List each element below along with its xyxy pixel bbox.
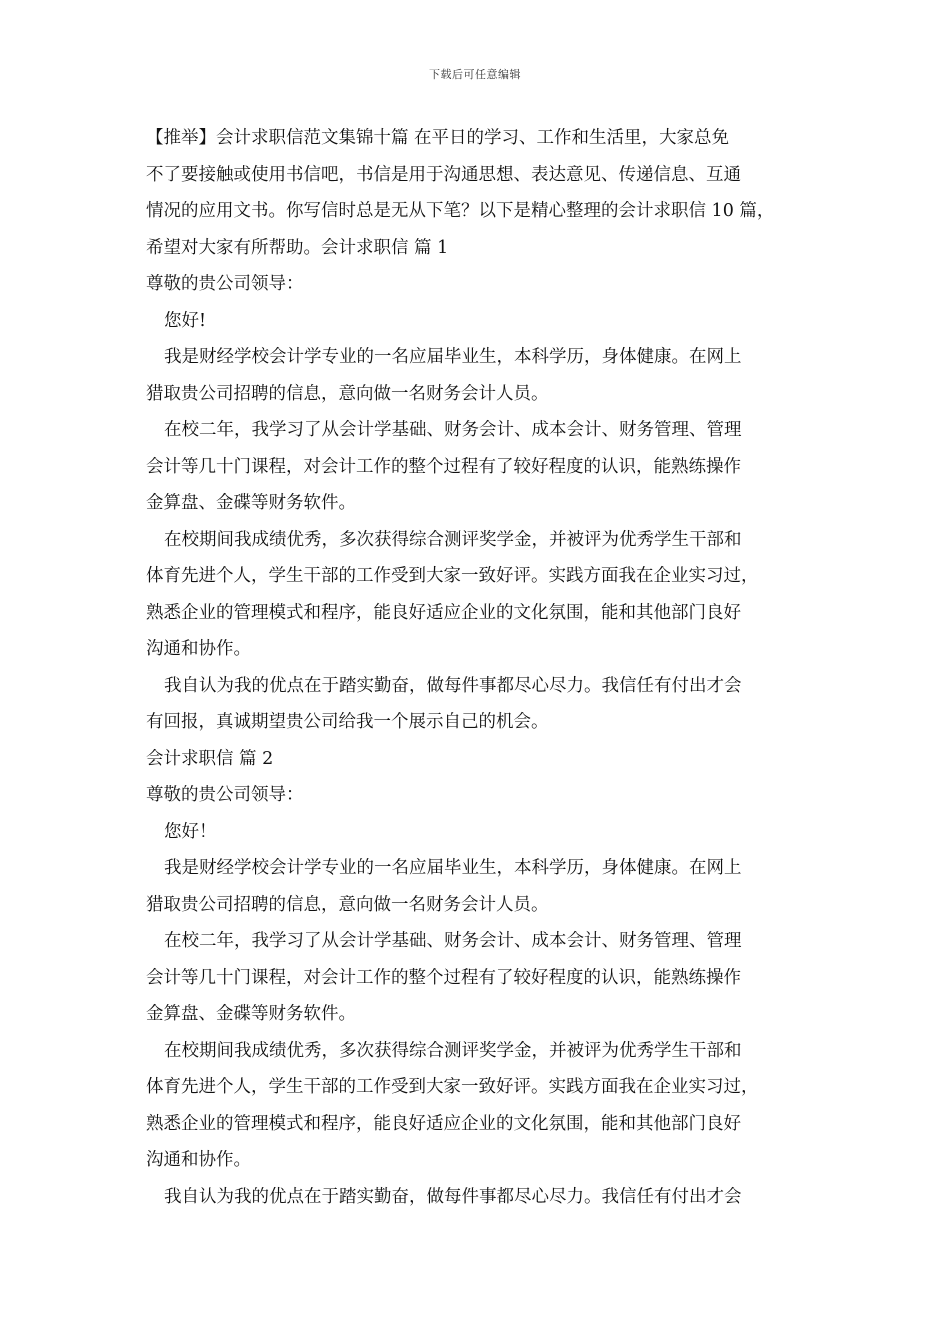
- letter1-paragraph-line: 在校二年，我学习了从会计学基础、财务会计、成本会计、财务管理、管理: [164, 420, 742, 440]
- letter2-paragraph-line: 体育先进个人，学生干部的工作受到大家一致好评。实践方面我在企业实习过，: [146, 1077, 759, 1097]
- letter2-title: 会计求职信 篇 2: [146, 748, 274, 769]
- letter2-paragraph-line: 猎取贵公司招聘的信息，意向做一名财务会计人员。: [146, 894, 549, 915]
- letter2-paragraph-line: 在校期间我成绩优秀，多次获得综合测评奖学金，并被评为优秀学生干部和: [164, 1040, 742, 1061]
- header-note: 下载后可任意编辑: [429, 68, 521, 81]
- letter1-paragraph-line: 我自认为我的优点在于踏实勤奋，做每件事都尽心尽力。我信任有付出才会: [164, 675, 742, 696]
- letter2-paragraph-line: 熟悉企业的管理模式和程序，能良好适应企业的文化氛围，能和其他部门良好: [146, 1113, 741, 1134]
- intro-line: 希望对大家有所帮助。会计求职信 篇 1: [146, 237, 449, 258]
- letter1-paragraph-line: 沟通和协作。: [146, 639, 251, 659]
- letter2-salutation: 尊敬的贵公司领导：: [146, 785, 304, 805]
- letter2-paragraph-line: 我是财经学校会计学专业的一名应届毕业生，本科学历，身体健康。在网上: [164, 858, 742, 878]
- letter1-greeting: 您好!: [164, 310, 207, 331]
- letter1-salutation: 尊敬的贵公司领导：: [146, 274, 304, 294]
- letter1-paragraph-line: 体育先进个人，学生干部的工作受到大家一致好评。实践方面我在企业实习过，: [146, 566, 759, 586]
- intro-line: 不了要接触或使用书信吧，书信是用于沟通思想、表达意见、传递信息、互通: [146, 164, 741, 185]
- letter2-paragraph-line: 沟通和协作。: [146, 1150, 251, 1170]
- letter1-paragraph-line: 金算盘、金碟等财务软件。: [146, 493, 356, 513]
- letter2-greeting: 您好！: [164, 821, 217, 842]
- letter2-paragraph-line: 金算盘、金碟等财务软件。: [146, 1004, 356, 1024]
- letter1-paragraph-line: 在校期间我成绩优秀，多次获得综合测评奖学金，并被评为优秀学生干部和: [164, 529, 742, 550]
- letter1-paragraph-line: 熟悉企业的管理模式和程序，能良好适应企业的文化氛围，能和其他部门良好: [146, 602, 741, 623]
- letter1-paragraph-line: 会计等几十门课程，对会计工作的整个过程有了较好程度的认识，能熟练操作: [146, 456, 741, 477]
- letter2-paragraph-line: 我自认为我的优点在于踏实勤奋，做每件事都尽心尽力。我信任有付出才会: [164, 1186, 742, 1207]
- letter1-paragraph-line: 有回报，真诚期望贵公司给我一个展示自己的机会。: [146, 712, 549, 732]
- intro-line: 【推举】会计求职信范文集锦十篇 在平日的学习、工作和生活里，大家总免: [146, 128, 730, 148]
- letter2-paragraph-line: 会计等几十门课程，对会计工作的整个过程有了较好程度的认识，能熟练操作: [146, 967, 741, 988]
- letter1-paragraph-line: 我是财经学校会计学专业的一名应届毕业生，本科学历，身体健康。在网上: [164, 347, 742, 367]
- document-body: [146, 120, 810, 1215]
- letter1-paragraph-line: 猎取贵公司招聘的信息，意向做一名财务会计人员。: [146, 383, 549, 404]
- intro-line: 情况的应用文书。你写信时总是无从下笔？以下是精心整理的会计求职信 10 篇，: [146, 201, 775, 221]
- letter2-paragraph-line: 在校二年，我学习了从会计学基础、财务会计、成本会计、财务管理、管理: [164, 931, 742, 951]
